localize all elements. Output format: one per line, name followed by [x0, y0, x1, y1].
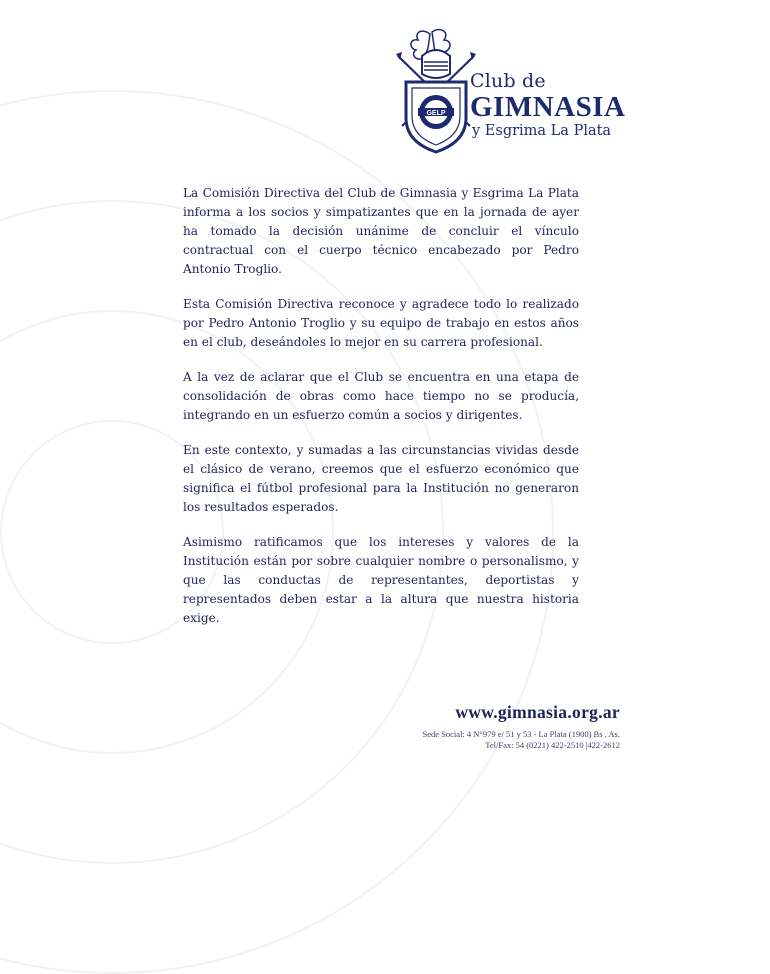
- footer: [423, 702, 620, 751]
- address-line-1: Sede Social: 4 N°979 e/ 51 y 53 - La Plata (1900) Bs . As.: [422, 729, 620, 739]
- club-logo: [392, 26, 626, 156]
- club-name-line2: GIMNASIA: [470, 91, 626, 123]
- letter-body: [183, 184, 579, 644]
- crest-text: GELP: [426, 110, 446, 117]
- paragraph-5: Asimismo ratificamos que los intereses y valores de la Institución están por sobre cualquier nombre o personalismo, y que las conductas de representantes, deportistas y representados deben estar a la altura que nuestra historia exige.: [183, 535, 579, 625]
- paragraph-4: En este contexto, y sumadas a las circunstancias vividas desde el clásico de verano, creemos que el esfuerzo económico que significa el fútbol profesional para la Institución no generaron los resultados esperados.: [183, 443, 579, 514]
- website-link[interactable]: www.gimnasia.org.ar: [455, 702, 620, 722]
- club-wordmark: [470, 72, 625, 139]
- paragraph-1: La Comisión Directiva del Club de Gimnasia y Esgrima La Plata informa a los socios y simpatizantes que en la jornada de ayer ha tomado la decisión unánime de concluir el vínculo contractual con el cuerpo técnico encabezado por Pedro Antonio Troglio.: [183, 186, 579, 276]
- paragraph-3: A la vez de aclarar que el Club se encuentra en una etapa de consolidación de obras como hace tiempo no se producía, integrando en un esfuerzo común a socios y dirigentes.: [183, 370, 579, 422]
- address-line-2: Tel/Fax: 54 (0221) 422-2510 |422-2612: [485, 740, 620, 750]
- club-crest-icon: [392, 26, 482, 156]
- club-name-line1: Club de: [470, 70, 546, 92]
- paragraph-2: Esta Comisión Directiva reconoce y agradece todo lo realizado por Pedro Antonio Troglio y su equipo de trabajo en estos años en el club, deseándoles lo mejor en su carrera profesional.: [183, 297, 579, 349]
- club-name-line3: y Esgrima La Plata: [472, 123, 612, 139]
